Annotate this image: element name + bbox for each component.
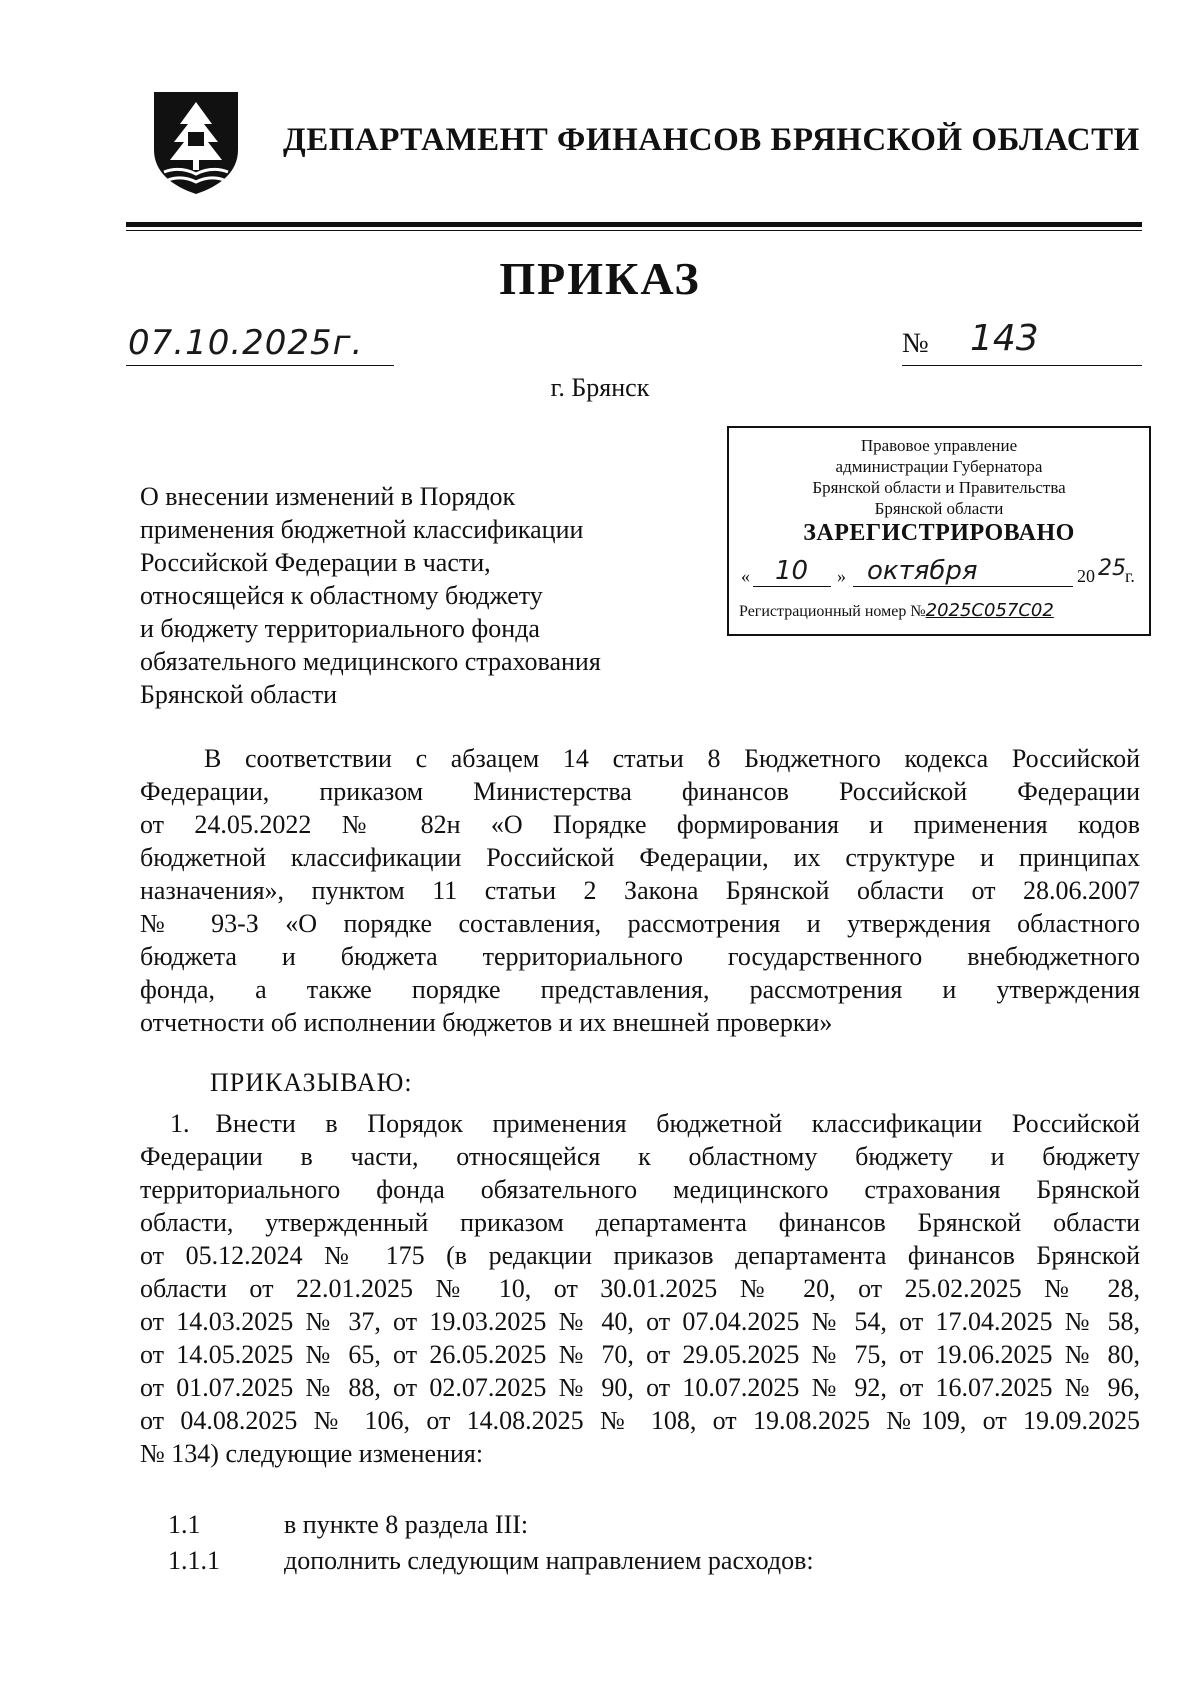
stamp-year-prefix: 20 [1077,566,1095,586]
subject-line: обязательного медицинского страхования [140,647,601,676]
preamble-line: фонда, а также порядке представления, рассмотрения и утверждения [140,975,1140,1004]
registration-stamp [727,426,1151,636]
stamp-date: « 10 » октября 20 25 г. [741,556,1135,586]
item-1-line: № 134) следующие изменения: [140,1439,484,1468]
subject-line: Российской Федерации в части, [140,548,491,577]
item-1-line: от 05.12.2024 № 175 (в редакции приказов департамента финансов Брянской [140,1241,1140,1270]
sub-item-number: 1.1.1 [168,1546,220,1575]
item-1-line: от 04.08.2025 № 106, от 14.08.2025 № 108, от 19.08.2025 №109, от 19.09.2025 [140,1406,1140,1435]
preamble-line: В соответствии с абзацем 14 статьи 8 Бюджетного кодекса Российской [204,744,1140,773]
sub-item-text: дополнить следующим направлением расходов: [284,1546,814,1575]
stamp-day: 10 [775,556,809,586]
item-1-line: области, утвержденный приказом департамента финансов Брянской области [140,1208,1140,1237]
header-rule [126,222,1142,227]
subject-line: Брянской области [140,680,337,709]
stamp-regnum [739,600,1054,621]
subject-line: относящейся к областному бюджету [140,581,543,610]
sub-item-text: в пункте 8 раздела III: [284,1510,529,1539]
order-word: ПРИКАЗЫВАЮ: [210,1068,413,1097]
item-1-line: 1. Внести в Порядок применения бюджетной классификации Российской [170,1109,1140,1138]
stamp-line: администрации Губернатора [835,457,1043,476]
order-city: г. Брянск [550,373,650,402]
preamble-line: отчетности об исполнении бюджетов и их внешней проверки» [140,1008,833,1037]
order-subject [140,480,700,711]
subject-line: и бюджету территориального фонда [140,614,540,643]
sub-item-number: 1.1 [168,1510,201,1539]
stamp-year-suffix: 25 [1098,556,1126,581]
subject-line: О внесении изменений в Порядок [140,482,516,511]
bryansk-region-emblem-icon [150,88,242,198]
preamble-line: бюджета и бюджета территориального государственного внебюджетного [140,942,1140,971]
stamp-month: октября [867,556,978,586]
order-date: 07.10.2025г. [128,323,364,363]
number-underline [902,365,1142,366]
stamp-registered: ЗАРЕГИСТРИРОВАНО [803,520,1075,546]
preamble-line: № 93-З «О порядке составления, рассмотрения и утверждения областного [140,909,1140,938]
preamble-line: Федерации, приказом Министерства финансов Российской Федерации [140,777,1140,806]
stamp-regnum-value: 2025C057C02 [925,600,1054,621]
stamp-year-unit: г. [1125,566,1135,586]
item-1-line: Федерации в части, относящейся к областному бюджету и бюджету [140,1142,1140,1171]
order-number: 143 [970,318,1039,359]
header-rule-thin [126,230,1142,231]
department-name: ДЕПАРТАМЕНТ ФИНАНСОВ БРЯНСКОЙ ОБЛАСТИ [283,122,1140,158]
stamp-line: Брянской области и Правительства [812,478,1066,497]
order-title: ПРИКАЗ [499,253,701,304]
preamble-line: назначения», пунктом 11 статьи 2 Закона Брянской области от 28.06.2007 [140,876,1140,905]
preamble-line: бюджетной классификации Российской Федерации, их структуре и принципах [140,843,1140,872]
stamp-regnum-label: Регистрационный номер № [739,603,926,620]
date-underline [126,365,394,366]
subject-line: применения бюджетной классификации [140,515,584,544]
item-1-paragraph [140,1107,1140,1470]
preamble-paragraph [140,742,1140,1039]
order-number-label: № [902,328,929,359]
preamble-line: от 24.05.2022 № 82н «О Порядке формирования и применения кодов [140,810,1140,839]
item-1-line: от 14.05.2025 № 65, от 26.05.2025 № 70, от 29.05.2025 № 75, от 19.06.2025 № 80, [140,1340,1140,1369]
stamp-line: Правовое управление [860,436,1018,455]
item-1-line: территориального фонда обязательного медицинского страхования Брянской [140,1175,1140,1204]
item-1-line: области от 22.01.2025 № 10, от 30.01.2025 № 20, от 25.02.2025 № 28, [140,1274,1140,1303]
stamp-line: Брянской области [874,499,1004,518]
item-1-line: от 01.07.2025 № 88, от 02.07.2025 № 90, от 10.07.2025 № 92, от 16.07.2025 № 96, [140,1373,1140,1402]
item-1-line: от 14.03.2025 № 37, от 19.03.2025 № 40, от 07.04.2025 № 54, от 17.04.2025 № 58, [140,1307,1140,1336]
